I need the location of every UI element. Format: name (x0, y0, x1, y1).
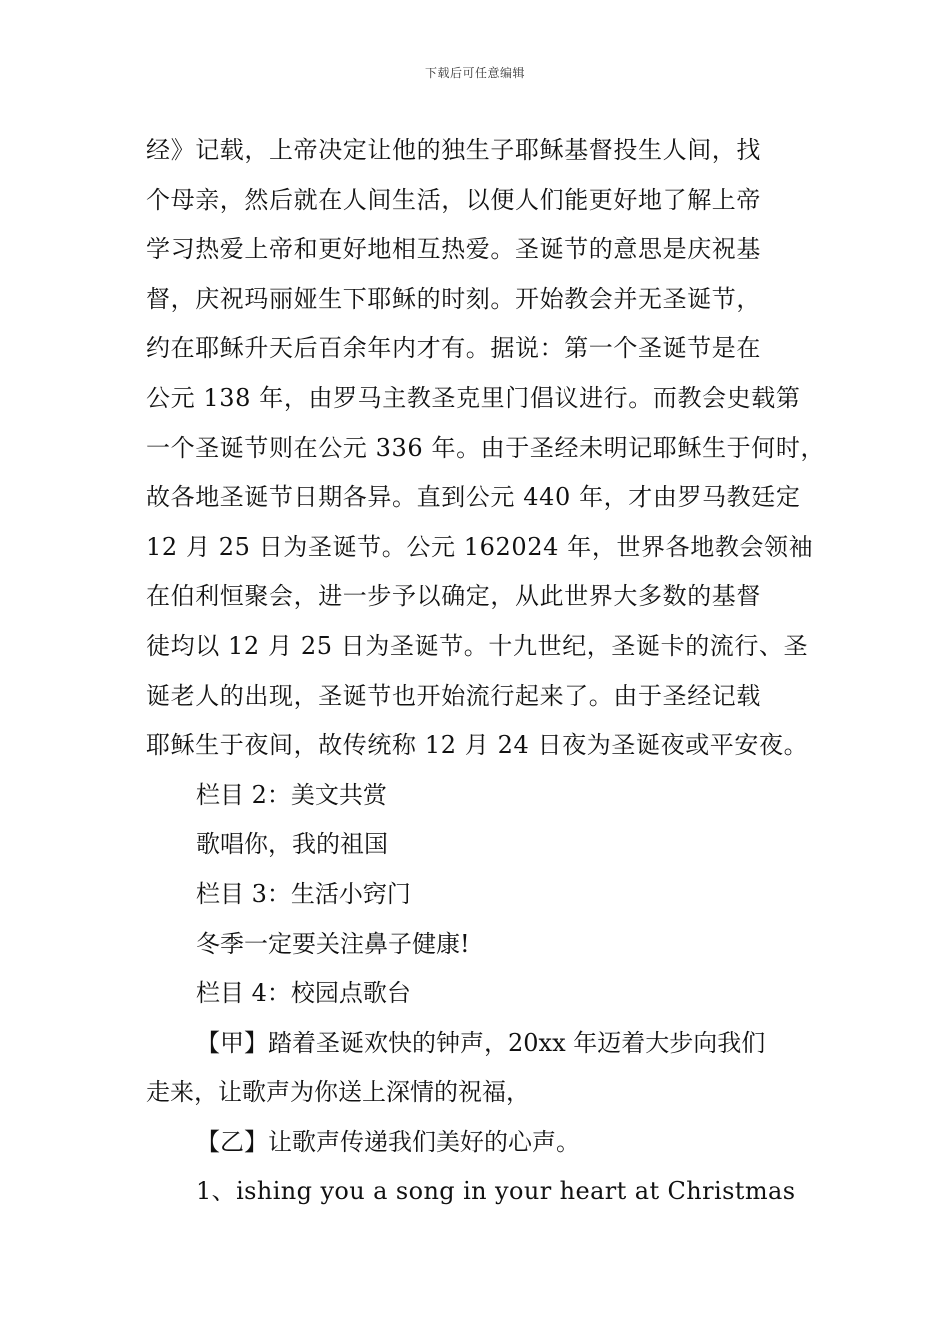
paragraph-line: 诞老人的出现，圣诞节也开始流行起来了。由于圣经记载 (146, 681, 761, 710)
section-3-item: 冬季一定要关注鼻子健康! (196, 929, 470, 958)
dialogue-yi-line: 【乙】让歌声传递我们美好的心声。 (196, 1127, 580, 1156)
page-header: 下载后可任意编辑 (424, 66, 525, 80)
document-body (146, 126, 826, 1217)
dialogue-jia-line-2: 走来，让歌声为你送上深情的祝福， (146, 1078, 530, 1107)
paragraph-line: 督，庆祝玛丽娅生下耶稣的时刻。开始教会并无圣诞节， (146, 284, 761, 313)
paragraph-line: 个母亲，然后就在人间生活，以便人们能更好地了解上帝 (146, 185, 761, 214)
section-4-title: 栏目 4：校园点歌台 (196, 979, 411, 1008)
paragraph-line: 耶稣生于夜间，故传统称 12 月 24 日夜为圣诞夜或平安夜。 (146, 731, 809, 760)
dialogue-jia-line-1: 【甲】踏着圣诞欢快的钟声，20xx 年迈着大步向我们 (196, 1028, 766, 1057)
section-3-title: 栏目 3：生活小窍门 (196, 879, 411, 908)
paragraph-line: 一个圣诞节则在公元 336 年。由于圣经未明记耶稣生于何时， (146, 433, 826, 462)
paragraph-line: 经》记载，上帝决定让他的独生子耶稣基督投生人间，找 (146, 136, 761, 164)
paragraph-line: 12 月 25 日为圣诞节。公元 162024 年，世界各地教会领袖 (146, 532, 814, 561)
song-item-1: 1、ishing you a song in your heart at Christmas (196, 1177, 796, 1206)
paragraph-line: 公元 138 年，由罗马主教圣克里门倡议进行。而教会史载第 (146, 383, 801, 412)
paragraph-line: 学习热爱上帝和更好地相互热爱。圣诞节的意思是庆祝基 (146, 235, 761, 264)
paragraph-line: 徒均以 12 月 25 日为圣诞节。十九世纪，圣诞卡的流行、圣 (146, 631, 809, 660)
paragraph-line: 故各地圣诞节日期各异。直到公元 440 年，才由罗马教廷定 (146, 483, 801, 512)
paragraph-line: 约在耶稣升天后百余年内才有。据说：第一个圣诞节是在 (146, 334, 761, 363)
section-2-title: 栏目 2：美文共赏 (196, 780, 387, 809)
paragraph-line: 在伯利恒聚会，进一步予以确定，从此世界大多数的基督 (146, 582, 761, 611)
intro-paragraph (146, 126, 826, 771)
section-2-item: 歌唱你，我的祖国 (196, 830, 388, 859)
